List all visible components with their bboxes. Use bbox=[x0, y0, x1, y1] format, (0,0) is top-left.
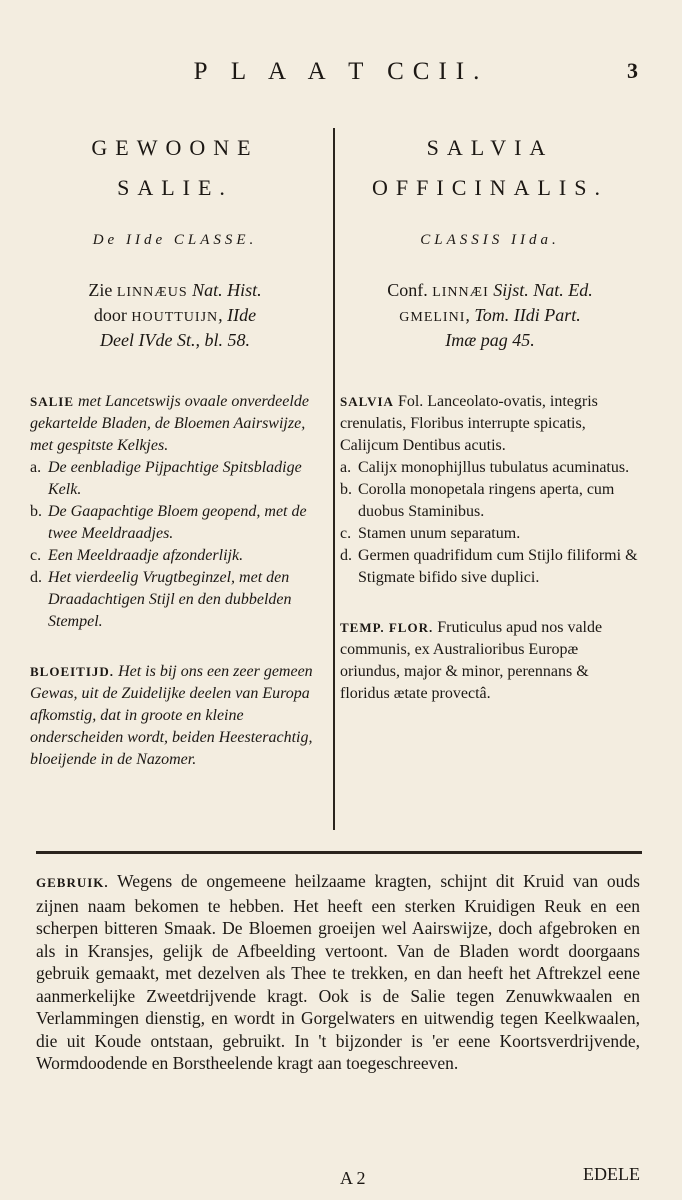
item-text: De eenbladige Pijpachtige Spitsbladige Kelk. bbox=[48, 459, 302, 498]
dutch-item-a bbox=[30, 457, 320, 501]
ref-author: LINNÆUS bbox=[116, 285, 188, 300]
page-number: 3 bbox=[627, 58, 638, 83]
dutch-item-b bbox=[30, 501, 320, 545]
flowering-label: BLOEITIJD. bbox=[30, 664, 115, 679]
desc-text: Fol. Lanceolato-ovatis, integris crenulatis, Floribus interrupte spicatis, Calijcum Dentibus acutis. bbox=[340, 393, 598, 454]
dutch-title bbox=[30, 128, 320, 208]
flowering-text: Het is bij ons een zeer gemeen Gewas, uit de Zuidelijke deelen van Europa afkomstig, dat in groote en kleine onderscheiden wordt, beiden Heesterachtig, bloeijende in de Nazomer. bbox=[30, 663, 313, 768]
item-mark: c. bbox=[340, 525, 352, 542]
item-text: Het vierdeelig Vrugtbeginzel, met den Draadachtigen Stijl en den dubbelden Stempel. bbox=[48, 569, 292, 630]
item-text: Calijx monophijllus tubulatus acuminatus. bbox=[358, 459, 630, 476]
dutch-desc-main bbox=[30, 391, 320, 457]
dutch-title-line1: GEWOONE bbox=[91, 135, 259, 160]
dutch-item-d bbox=[30, 567, 320, 633]
latin-reference bbox=[340, 279, 640, 351]
dutch-reference bbox=[30, 279, 320, 351]
item-text: De Gaapachtige Bloem geopend, met de twee Meeldraadjes. bbox=[48, 503, 307, 542]
latin-item-d bbox=[340, 545, 640, 589]
latin-description bbox=[340, 391, 640, 589]
latin-ref-line3: Imæ pag 45. bbox=[445, 330, 535, 350]
latin-column bbox=[340, 128, 640, 705]
ref-work: , Tom. IIdi Part. bbox=[465, 305, 581, 325]
latin-item-c bbox=[340, 523, 640, 545]
item-mark: a. bbox=[340, 459, 352, 476]
plate-heading: P L A A T CCII. bbox=[193, 58, 489, 85]
latin-title-line2: OFFICINALIS. bbox=[372, 175, 608, 200]
ref-text: Zie bbox=[88, 280, 117, 300]
item-text: Stamen unum separatum. bbox=[358, 525, 521, 542]
usage-text: Wegens de ongemeene heilzaame kragten, schijnt dit Kruid van ouds zijnen naam bekomen te hebben. Het heeft een sterken Kruidigen Reuk en een scherpen bitteren Smaak. De Bloemen groeijen wel Aairswijze, doch afgebroken en als in Kransjes, gelijk de Afbeelding vertoont. Van de Bladen wordt doorgaans gebruik gemaakt, met dezelven als Thee te trekken, en dan heeft het Aftrekzel eene aanmerkelijke Zweetdrijvende kragt. Ook is de Salie tegen Zenuwkwaalen en Verlammingen dienstig, en wordt in Gorgelwaters en uitwendig tegen Keelkwaalen, die uit Koude ontstaan, gebruikt. In 't bijzonder is 'er eene Koortsverdrijvende, Wormdoodende en Borstheelende kragt aan toegeschreeven. bbox=[36, 871, 640, 1073]
catchword: EDELE bbox=[583, 1164, 640, 1184]
desc-label: SALVIA bbox=[340, 394, 394, 409]
usage-paragraph bbox=[36, 870, 640, 1075]
latin-item-a bbox=[340, 457, 640, 479]
dutch-title-line2: SALIE. bbox=[117, 175, 233, 200]
latin-item-b bbox=[340, 479, 640, 523]
latin-title-line1: SALVIA bbox=[426, 135, 554, 160]
dutch-ref-line1 bbox=[30, 279, 320, 304]
ref-work: Nat. Hist. bbox=[187, 280, 262, 300]
ref-author: GMELINI bbox=[399, 310, 466, 325]
item-mark: b. bbox=[340, 481, 352, 498]
latin-ref-line2 bbox=[340, 304, 640, 329]
latin-ref-line1 bbox=[340, 279, 640, 304]
dutch-ref-line2 bbox=[30, 304, 320, 329]
latin-title bbox=[340, 128, 640, 208]
item-mark: d. bbox=[340, 547, 352, 564]
section-rule bbox=[36, 851, 642, 854]
ref-work: , IIde bbox=[218, 305, 257, 325]
dutch-ref-line3: Deel IVde St., bl. 58. bbox=[100, 330, 250, 350]
flowering-label: TEMP. FLOR. bbox=[340, 620, 434, 635]
item-text: Corolla monopetala ringens aperta, cum duobus Staminibus. bbox=[358, 481, 615, 520]
column-divider bbox=[333, 128, 335, 830]
dutch-item-c bbox=[30, 545, 320, 567]
item-text: Een Meeldraadje afzonderlijk. bbox=[48, 547, 244, 564]
usage-label: GEBRUIK. bbox=[36, 875, 109, 890]
signature-mark: A 2 bbox=[340, 1168, 366, 1188]
ref-work: Sijst. Nat. Ed. bbox=[488, 280, 593, 300]
item-mark: d. bbox=[30, 569, 42, 586]
dutch-description bbox=[30, 391, 320, 633]
item-mark: a. bbox=[30, 459, 42, 476]
latin-flowering bbox=[340, 617, 640, 705]
latin-classis: CLASSIS IIda. bbox=[420, 232, 560, 248]
ref-text: Conf. bbox=[387, 280, 433, 300]
item-mark: b. bbox=[30, 503, 42, 520]
item-text: Germen quadrifidum cum Stijlo filiformi & Stigmate bifido sive duplici. bbox=[358, 547, 638, 586]
dutch-classe: De IIde CLASSE. bbox=[92, 232, 258, 248]
item-mark: c. bbox=[30, 547, 42, 564]
ref-author: HOUTTUIJN bbox=[131, 310, 219, 325]
dutch-column bbox=[30, 128, 320, 771]
ref-author: LINNÆI bbox=[432, 285, 489, 300]
desc-text: met Lancetswijs ovaale onverdeelde gekartelde Bladen, de Bloemen Aairswijze, met gespitste Kelkjes. bbox=[30, 393, 309, 454]
desc-label: SALIE bbox=[30, 394, 75, 409]
flowering-text: Fruticulus apud nos valde communis, ex Australioribus Europæ oriundus, major & minor, perennans & floridus ætate provectâ. bbox=[340, 619, 603, 702]
latin-desc-main bbox=[340, 391, 640, 457]
dutch-flowering bbox=[30, 661, 320, 771]
ref-text: door bbox=[93, 305, 132, 325]
